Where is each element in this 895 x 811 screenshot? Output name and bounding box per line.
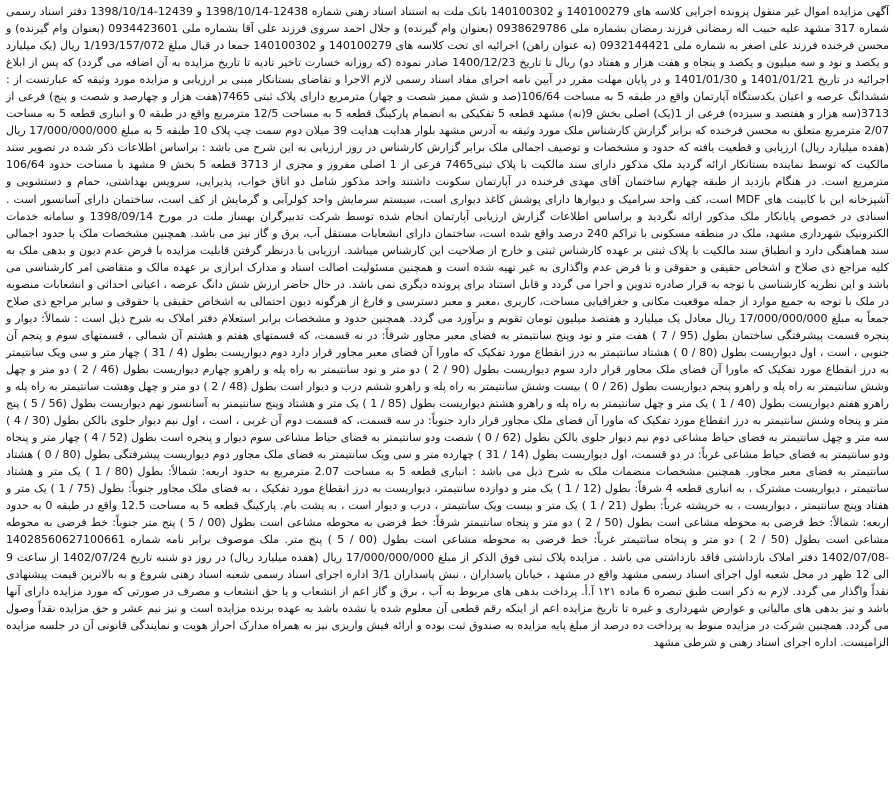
notice-body-text: آگهی مزایده اموال غیر منقول پرونده اجرایی کلاسه های 140100279 و 140100302 بانک ملت به استناد اسناد رهنی شماره 12438-1398/10/14 و 12439-1398/10/14 دفتر اسناد رسمی شماره 317 مشهد علیه حبیب اله رمضانی فرزند رمضان بشماره ملی 0938629786 (بعنوان وام گیرنده) و جلال احمد سروی فرزند علی آقا بشماره ملی 0934423601 (بعنوان وام گیرنده) و محسن فرخنده فرزند علی اصغر به شماره ملی 0932144421 (به عنوان راهن) اجرائیه ای تحت کلاسه های 140100279 و 140100302 جمعا در قبال مبلغ 1/193/157/072 ریال (یک میلیارد و یکصد و نود و سه میلیون و یکصد و پنجاه و هفت هزار و هفتاد دو) ریال تا تاریخ 1400/12/23 صادر نموده (که روزانه خسارت تاخیر تادیه تا تاریخ مزایده به آن اضافه می گردد) که پس از ابلاغ اجرائیه در تاریخ 1401/01/21 و 1401/01/30 و در پایان مهلت مقرر در آیین نامه اجرای مفاد اسناد رسمی لازم الاجرا و تقاضای بستانکار مبنی بر ارزیابی و مزایده مورد وثیقه که عبارتست از : ششدانگ عرصه و اعیان یکدستگاه آپارتمان واقع در طبقه 5 به مساحت 106/64(صد و شش ممیز شصت و چهار) مترمربع دارای پلاک ثبتی 7465(هفت هزار و چهارصد و شصت و پنج) فرعی از 3713(سه هزار و هفتصد و سیزده) فرعی از 1(یک) اصلی بخش 9(نه) مشهد قطعه 5 تفکیکی به انضمام پارکینگ قطعه 5 به مساحت 12/5 مترمربع واقع در طبقه 0 و انباری قطعه 5 به مساحت 2/07 مترمربع متعلق به محسن فرخنده که برابر گزارش کارشناس ملک مورد وثیقه به آدرس مشهد بلوار هدایت هدایت 39 میلان دوم سمت چپ پلاک 10 طبقه 5 به مبلغ 17/000/000/000 ریال (هفده میلیارد ریال) ارزیابی و قطعیت یافته که حدود و مشخصات و توصیف اجمالی ملک برابر گزارش کارشناس در روز ارزیابی به این شرح می باشد : براساس اطلاعات ذکر شده در تصویر سند مالکیت که توسط نماینده بستانکار ارائه گردید ملک مذکور دارای سند مالکیت با پلاک ثبتی7465 فرعی از 1 اصلی مفروز و مجزی از 3713 قطعه 5 بخش 9 مشهد با مساحت حدود 106/64 مترمربع است. در هنگام بازدید از طبقه چهارم ساختمان آقای مهدی فرخنده در آپارتمان سکونت داشتند واحد مذکور شامل دو اتاق خواب، پذیرایی، سرویس بهداشتی، حمام و دستشویی و آشپزخانه این با کابینت های MDF است، کف واحد سرامیک و دیوارها دارای پوشش کاغذ دیواری است، سیستم سرمایش واحد کولرآبی و گرمایش از کف است، ساختمان دارای آسانسور است . اسنادی در خصوص پایانکار ملک مذکور ارائه نگردید و براساس اطلاعات گزارش ارزیابی آپارتمان انجام شده توسط شرکت تدبیرگران بهساز ملت در مورخ 1398/09/14 و سامانه خدمات الکترونیک شهرداری مشهد، ملک در منطقه مسکونی با تراکم 240 درصد واقع شده است، ساختمان دارای انشعابات مستقل آب، برق و گاز نیز می باشد. همچنین مشخصات ملک با حدود اجمالی سند هماهنگی دارد و انطباق سند مالکیت با پلاک ثبتی بر عهده کارشناس ثبتی و خارج از صلاحیت این کارشناس میباشد. ارزیابی با درنظر گرفتن قابلیت مزایده با فرض عدم دیون و بدهی ملک به کلیه مراجع ذی صلاح و اشخاص حقیقی و حقوقی و با فرض عدم واگذاری به غیر تهیه شده است و همچنین مسئولیت اصالت اسناد و مدارک ابرازی بر عهده مالک و متقاضی امر کارشناسی می باشد و این نظریه کارشناسی با توجه به قرار صادره تدوین و اجرا می گردد و قابل استناد برای پرونده دیگری نمی باشد. در حال حاضر ارزش شش دانگ عرصه ، اعیانی احداثی و انشعابات منصوبه در ملک با توجه به جمیع موارد از جمله موقعیت مکانی و جغرافیایی مساحت، کاربری ،معبر و معبر دسترسی و فارغ از هرگونه دیون احتمالی به اشخاص حقیقی یا حقوقی و سایر مراجع ذی صلاح جمعاً به مبلغ 17/000/000/000 ریال معادل یک میلیارد و هفتصد میلیون تومان تقویم و برآورد می گردد. همچنین حدود و مشخصات برابر استعلام دفتر املاک به شرح ذیل است : شمالاً: دیوار و پنجره قسمت پیشرفتگی ساختمان بطول (95 / 7 ) هفت متر و نود وپنج سانتیمتر به فضای معبر مجاور شرقاً: در نه قسمت، که قسمتهای هفتم و هشتم آن شمالی ، قسمتهای سوم و پنجم آن جنوبی ، است ، اول دیواریست بطول (80 / 0 ) هشتاد سانتیمتر به درز انقطاع مورد تفکیک که ماورا آن فضای معبر مجاور قرار دارد دوم دیواریست بطول (4 / 31 ) چهار متر و سی ویک سانتیمتر به درز انقطاع مورد تفکیک که ماورا آن فضای ملک مجاور قرار دارد سوم دیواریست بطول (90 / 2 ) دو متر و نود سانتیمتر به راه پله و راهرو چهارم دیواریست بطول (46 / 2 ) دو متر و چهل وشش سانتیمتر به راه پله و راهرو پنجم دیواریست بطول (26 / 0 ) بیست وشش سانتیمتر به راه پله و راهرو ششم درب و دیوار است بطول (48 / 2 ) دو متر و چهل وهشت سانتیمتر به راه پله و راهرو هفتم دیواریست بطول (40 / 1 ) یک متر و چهل سانتیمتر به راه پله و راهرو هشتم دیواریست بطول (85 / 1 ) یک متر و هشتاد وپنج سانتیمتر به آسانسور نهم دیواریست بطول (56 / 5 ) پنج متر و پنجاه وشش سانتیمتر به درز انقطاع مورد تفکیک که ماورا آن فضای ملک مجاور قرار دارد جنوباً: در سه قسمت، که قسمت دوم آن غربی ، است ، اول نیم دیوار جلوی بالکن بطول (30 / 4 ) سه متر و چهل سانتیمتر به فضای حیاط مشاعی دوم نیم دیوار جلوی بالکن بطول (62 / 0 ) شصت ودو سانتیمتر به فضای حیاط مشاعی سوم دیوار و پنجره است بطول (52 / 4 ) چهار متر و پنجاه ودو سانتیمتر به فضای حیاط مشاعی غرباً: در دو قسمت، اول دیواریست بطول (14 / 31 ) چهارده متر و سی ویک سانتیمتر به فضای ملک مجاور دوم دیواریست پیشرفتگی بطول (80 / 0 ) هشتاد سانتیمتر به فضای معبر مجاور. همچنین مشخصات منضمات ملک به شرح ذیل می باشد : انباری قطعه 5 به مساحت 2.07 مترمربع به حدود اربعه: شمالاً: بطول (80 / 1 ) یک متر و هشتاد سانتیمتر ، دیواریست مشترک ، به انباری قطعه 4 شرقاً: بطول (12 / 1 ) یک متر و دوازده سانتیمتر، دیواریست به درز انقطاع مورد تفکیک ، به فضای ملک مجاور جنوباً: بطول (75 / 1 ) یک متر و هفتاد وپنج سانتیمتر ، دیواریست ، به خرپشته غرباً: بطول (21 / 1 ) یک متر و بیست ویک سانتیمتر ، درب و دیوار است ، به پشت بام. پارکینگ قطعه 5 به مساحت 12.5 واقع در طبقه 0 به حدود اربعه: شمالاً: خط فرضی به محوطه مشاعی است بطول (50 / 2 ) دو متر و پنجاه سانتیمتر شرقاً: خط فرضی به محوطه مشاعی است بطول (00 / 5 ) پنج متر جنوباً: خط فرضی به محوطه مشاعی است بطول (50 / 2 ) دو متر و پنجاه سانتیمتر غرباً: خط فرضی به محوطه مشاعی است بطول (00 / 5 ) پنج متر. ملک موصوف برابر نامه شماره 14028560627100661 -1402/07/08 دفتر املاک بازداشتی فاقد بازداشتی می باشد . مزایده پلاک ثبتی فوق الذکر از مبلغ 17/000/000/000 ریال (هفده میلیارد ریال) در روز دو شنبه تاریخ 1402/07/24 از ساعت 9 الی 12 ظهر در محل شعبه اول اجرای اسناد رسمی مشهد واقع در مشهد ، خیابان پاسداران ، نبش پاسداران 3/1 اداره اجرای اسناد رسمی شعبه اسناد رهنی شروع و به بالاترین قیمت پیشنهادی نقداً واگذار می گردد. لازم به ذکر است طبق تبصره 6 ماده ۱۲۱ آ.أ. پرداخت بدهی های مربوط به آب ، برق و گاز اعم از انشعاب و یا حق انشعاب و مصرف در صورتی که مورد مزایده دارای آنها باشد و نیز بدهی های مالیاتی و عوارض شهرداری و غیره تا تاریخ مزایده اعم از اینکه رقم قطعی آن معلوم شده یا نشده باشد به عهده برنده مزایده است و نیز نیم عشر و حق مزایده نقداً وصول می گردد. همچنین شرکت در مزایده منوط به پرداخت ده درصد از مبلغ پایه مزایده به صندوق ثبت بوده و ارائه فیش واریزی نیز به همراه مدارک احراز هویت و نمایندگی قانونی آن در جلسه مزایده الزامیست. اداره اجرای اسناد رهنی و شرطی مشهد [6, 5, 890, 649]
